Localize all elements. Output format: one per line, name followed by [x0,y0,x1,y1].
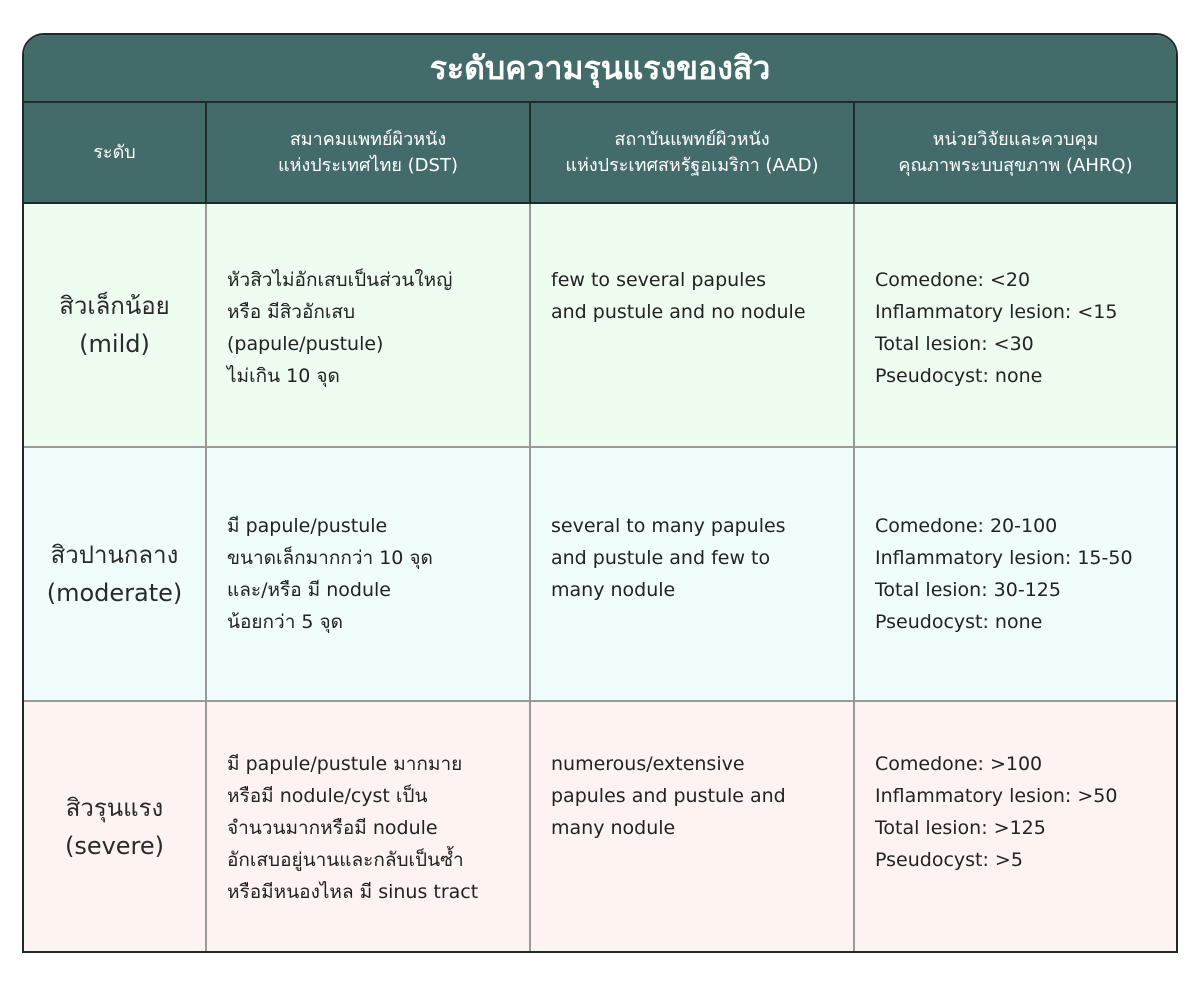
dst-cell [206,447,530,701]
header-ahrq [854,103,1176,203]
level-cell [24,701,206,951]
table-title: ระดับความรุนแรงของสิว [24,35,1176,103]
cell-line: several to many papules [551,515,786,537]
cell-line: น้อยกว่า 5 จุด [227,611,344,633]
cell-line: and pustule and few to [551,547,771,569]
header-line: คุณภาพระบบสุขภาพ (AHRQ) [898,154,1133,176]
table-row-severe [24,701,1176,951]
ahrq-cell [854,447,1176,701]
cell-line: papules and pustule and [551,785,786,807]
level-line: (severe) [64,831,165,860]
dst-cell [206,203,530,447]
cell-line: Inflammatory lesion: >50 [875,785,1118,807]
cell-line: Total lesion: <30 [875,333,1034,355]
cell-line: and pustule and no nodule [551,301,806,323]
level-line: (mild) [79,330,150,358]
header-dst [206,103,530,203]
cell-line: many nodule [551,579,676,601]
header-level [24,103,206,203]
cell-line: (papule/pustule) [227,333,384,355]
cell-line: มี papule/pustule มากมาย [227,753,463,775]
level-line: สิวปานกลาง [50,541,179,569]
cell-line: Total lesion: >125 [875,817,1046,839]
cell-line: จำนวนมากหรือมี nodule [227,817,438,839]
cell-line: Total lesion: 30-125 [875,579,1061,601]
level-line: สิวรุนแรง [65,793,164,822]
header-line: หน่วยวิจัยและควบคุม [932,128,1099,150]
cell-line: Comedone: <20 [875,269,1031,291]
cell-line: หัวสิวไม่อักเสบเป็นส่วนใหญ่ [227,269,453,291]
header-line: สถาบันแพทย์ผิวหนัง [614,128,770,150]
cell-line: หรือ มีสิวอักเสบ [227,301,356,323]
cell-line: Pseudocyst: >5 [875,849,1023,871]
header-line: ระดับ [93,141,136,163]
level-line: สิวเล็กน้อย [59,292,170,320]
aad-cell [530,447,854,701]
cell-line: อักเสบอยู่นานและกลับเป็นซ้ำ [227,849,464,871]
dst-cell [206,701,530,951]
cell-line: หรือมี nodule/cyst เป็น [227,785,428,807]
header-line: สมาคมแพทย์ผิวหนัง [289,128,447,150]
level-line: (moderate) [46,579,183,607]
level-cell [24,447,206,701]
header-line: แห่งประเทศไทย (DST) [278,154,458,176]
severity-grid [24,103,1176,951]
header-row [24,103,1176,203]
aad-cell [530,203,854,447]
cell-line: few to several papules [551,269,767,291]
cell-line: มี papule/pustule [227,515,388,537]
cell-line: และ/หรือ มี nodule [227,579,391,601]
cell-line: ขนาดเล็กมากกว่า 10 จุด [227,547,433,569]
table-row-mild [24,203,1176,447]
cell-line: Comedone: 20-100 [875,515,1058,537]
level-cell [24,203,206,447]
acne-severity-table [22,33,1178,953]
cell-line: Pseudocyst: none [875,611,1043,633]
cell-line: numerous/extensive [551,753,745,775]
cell-line: Inflammatory lesion: 15-50 [875,547,1133,569]
cell-line: Inflammatory lesion: <15 [875,301,1118,323]
table-row-moderate [24,447,1176,701]
ahrq-cell [854,203,1176,447]
header-aad [530,103,854,203]
ahrq-cell [854,701,1176,951]
cell-line: ไม่เกิน 10 จุด [227,365,340,387]
cell-line: หรือมีหนองไหล มี sinus tract [227,881,479,903]
cell-line: many nodule [551,817,676,839]
aad-cell [530,701,854,951]
cell-line: Pseudocyst: none [875,365,1043,387]
header-line: แห่งประเทศสหรัฐอเมริกา (AAD) [565,154,819,176]
cell-line: Comedone: >100 [875,753,1043,775]
